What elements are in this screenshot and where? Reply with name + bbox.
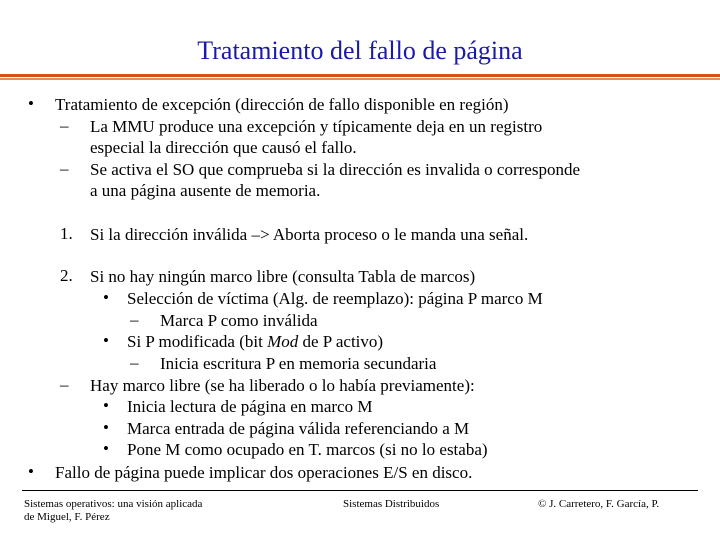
bullet-marker: • <box>103 396 109 415</box>
numbered-item-text: Si no hay ningún marco libre (consulta Tabla de marcos) <box>90 267 476 286</box>
footer-copyright: © J. Carretero, F. García, P. <box>538 498 660 510</box>
sub-sub-item-text: Inicia escritura P en memoria secundaria <box>160 354 437 373</box>
bullet-marker: • <box>103 439 109 458</box>
number-marker: 2. <box>60 266 73 285</box>
footer-book-title: Sistemas operativos: una visión aplicada <box>24 498 203 510</box>
sub-bullet-text: Inicia lectura de página en marco M <box>127 397 373 416</box>
sub-item-text: a una página ausente de memoria. <box>90 181 321 200</box>
text-segment: Si P modificada (bit <box>127 332 268 351</box>
dash-marker: – <box>60 159 69 178</box>
bullet-marker: • <box>103 288 109 307</box>
sub-bullet-text <box>127 331 383 352</box>
dash-marker: – <box>60 116 69 135</box>
numbered-item-text: Si la dirección inválida –> Aborta proceso o le manda una señal. <box>90 225 529 244</box>
bullet-marker: • <box>103 331 109 350</box>
sub-item-text: especial la dirección que causó el fallo. <box>90 138 357 157</box>
sub-sub-item-text: Marca P como inválida <box>160 311 318 330</box>
italic-term: Mod <box>267 332 299 351</box>
dash-marker: – <box>60 375 69 394</box>
footer-book-reference <box>24 498 202 524</box>
footer-authors: de Miguel, F. Pérez <box>24 511 110 523</box>
footer-course: Sistemas Distribuidos <box>343 498 440 510</box>
sub-bullet-text: Selección de víctima (Alg. de reemplazo): página P marco M <box>127 289 543 308</box>
dash-marker: – <box>130 353 139 372</box>
sub-item-text: La MMU produce una excepción y típicamente deja en un registro <box>90 117 543 136</box>
bullet-marker: • <box>28 462 34 481</box>
slide-title: Tratamiento del fallo de página <box>197 36 523 65</box>
sub-bullet-text: Marca entrada de página válida referenciando a M <box>127 419 470 438</box>
bullet-text: Tratamiento de excepción (dirección de fallo disponible en región) <box>55 95 509 114</box>
text-segment: de P activo) <box>298 332 384 351</box>
number-marker: 1. <box>60 224 73 243</box>
sub-bullet-text: Pone M como ocupado en T. marcos (si no lo estaba) <box>127 440 488 459</box>
bullet-text: Fallo de página puede implicar dos operaciones E/S en disco. <box>55 463 473 482</box>
footer-divider <box>22 490 698 491</box>
sub-item-text: Se activa el SO que comprueba si la dirección es invalida o corresponde <box>90 160 580 179</box>
bullet-marker: • <box>103 418 109 437</box>
sub-item-text: Hay marco libre (se ha liberado o lo había previamente): <box>90 376 475 395</box>
dash-marker: – <box>130 310 139 329</box>
bullet-marker: • <box>28 94 34 113</box>
